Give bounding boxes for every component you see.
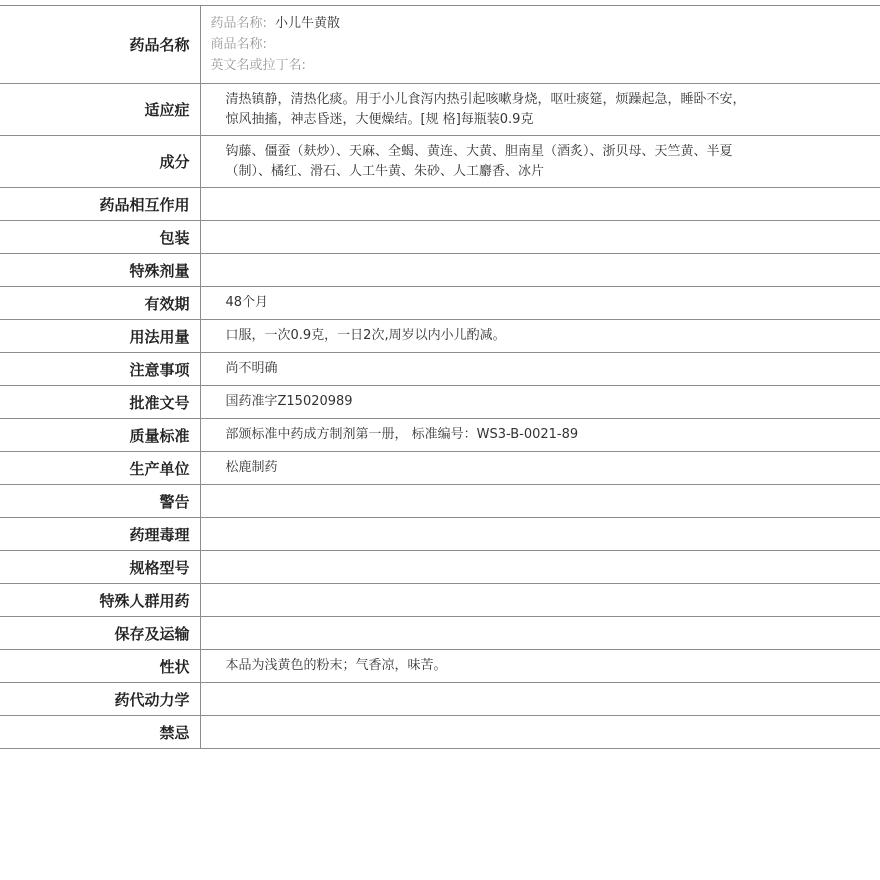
table-row-quality-standard: [0, 419, 880, 452]
row-label: 质量标准: [0, 419, 200, 452]
row-label: 有效期: [0, 287, 200, 320]
row-value: [200, 683, 880, 716]
trade-name-label: 商品名称:: [210, 37, 267, 52]
table-row-indications: [0, 84, 880, 136]
row-value: [200, 221, 880, 254]
row-value: 48个月: [200, 287, 880, 320]
row-label: 禁忌: [0, 716, 200, 749]
row-value: 松鹿制药: [200, 452, 880, 485]
table-row-special-populations: [0, 584, 880, 617]
row-label: 特殊剂量: [0, 254, 200, 287]
table-row-drug-name: [0, 6, 880, 84]
generic-name-value: 小儿牛黄散: [275, 16, 341, 31]
value-line: （制）、橘红、滑石、人工牛黄、朱砂、人工麝香、冰片: [225, 163, 545, 179]
row-label: 成分: [0, 136, 200, 188]
drug-info-sheet: [0, 5, 880, 749]
value-line: 清热镇静，清热化痰。用于小儿食泻内热引起咳嗽身烧，呕吐痰筵，烦躁起急，睡卧不安，: [225, 91, 746, 107]
row-value: [200, 188, 880, 221]
row-label: 药品相互作用: [0, 188, 200, 221]
row-value: [200, 617, 880, 650]
row-label: 批准文号: [0, 386, 200, 419]
table-row-special-dosage: [0, 254, 880, 287]
english-name-line: [211, 55, 871, 76]
table-row-description: [0, 650, 880, 683]
table-row-storage: [0, 617, 880, 650]
row-value: [200, 136, 880, 188]
row-label: 药代动力学: [0, 683, 200, 716]
row-label: 适应症: [0, 84, 200, 136]
value-line: 惊风抽搐，神志昏迷，大便燥结。[规 格]每瓶装0.9克: [225, 111, 534, 127]
value-line: 钩藤、僵蚕（麸炒）、天麻、全蝎、黄连、大黄、胆南星（酒炙）、浙贝母、天竺黄、半夏: [225, 143, 733, 159]
table-row-warning: [0, 485, 880, 518]
table-row-specification: [0, 551, 880, 584]
english-name-label: 英文名或拉丁名:: [210, 58, 306, 73]
table-row-shelf-life: [0, 287, 880, 320]
row-label: 用法用量: [0, 320, 200, 353]
row-label: 包装: [0, 221, 200, 254]
row-label: 规格型号: [0, 551, 200, 584]
table-row-packaging: [0, 221, 880, 254]
table-row-manufacturer: [0, 452, 880, 485]
row-label: 警告: [0, 485, 200, 518]
row-label: 性状: [0, 650, 200, 683]
table-row-contraindications: [0, 716, 880, 749]
row-label: 药理毒理: [0, 518, 200, 551]
generic-name-line: [211, 13, 871, 34]
table-row-interactions: [0, 188, 880, 221]
row-value: 尚不明确: [200, 353, 880, 386]
row-label: 保存及运输: [0, 617, 200, 650]
row-value: [200, 716, 880, 749]
row-value: [200, 551, 880, 584]
row-value: [200, 485, 880, 518]
row-value: [200, 584, 880, 617]
row-label: 特殊人群用药: [0, 584, 200, 617]
drug-names-cell: [200, 6, 880, 84]
table-row-pharmacology: [0, 518, 880, 551]
table-row-approval-number: [0, 386, 880, 419]
row-value: 部颁标准中药成方制剂第一册， 标准编号：WS3-B-0021-89: [200, 419, 880, 452]
row-value: 国药准字Z15020989: [200, 386, 880, 419]
row-value: 口服，一次0.9克，一日2次,周岁以内小儿酌减。: [200, 320, 880, 353]
row-value: [200, 254, 880, 287]
table-row-dosage: [0, 320, 880, 353]
row-label: 生产单位: [0, 452, 200, 485]
table-row-pharmacokinetics: [0, 683, 880, 716]
table-row-ingredients: [0, 136, 880, 188]
table-row-precautions: [0, 353, 880, 386]
row-value: 本品为浅黄色的粉末；气香凉，味苦。: [200, 650, 880, 683]
trade-name-line: [211, 34, 871, 55]
row-label: 药品名称: [0, 6, 200, 84]
row-value: [200, 518, 880, 551]
row-value: [200, 84, 880, 136]
generic-name-label: 药品名称:: [210, 16, 267, 31]
drug-info-table: [0, 5, 880, 749]
row-label: 注意事项: [0, 353, 200, 386]
